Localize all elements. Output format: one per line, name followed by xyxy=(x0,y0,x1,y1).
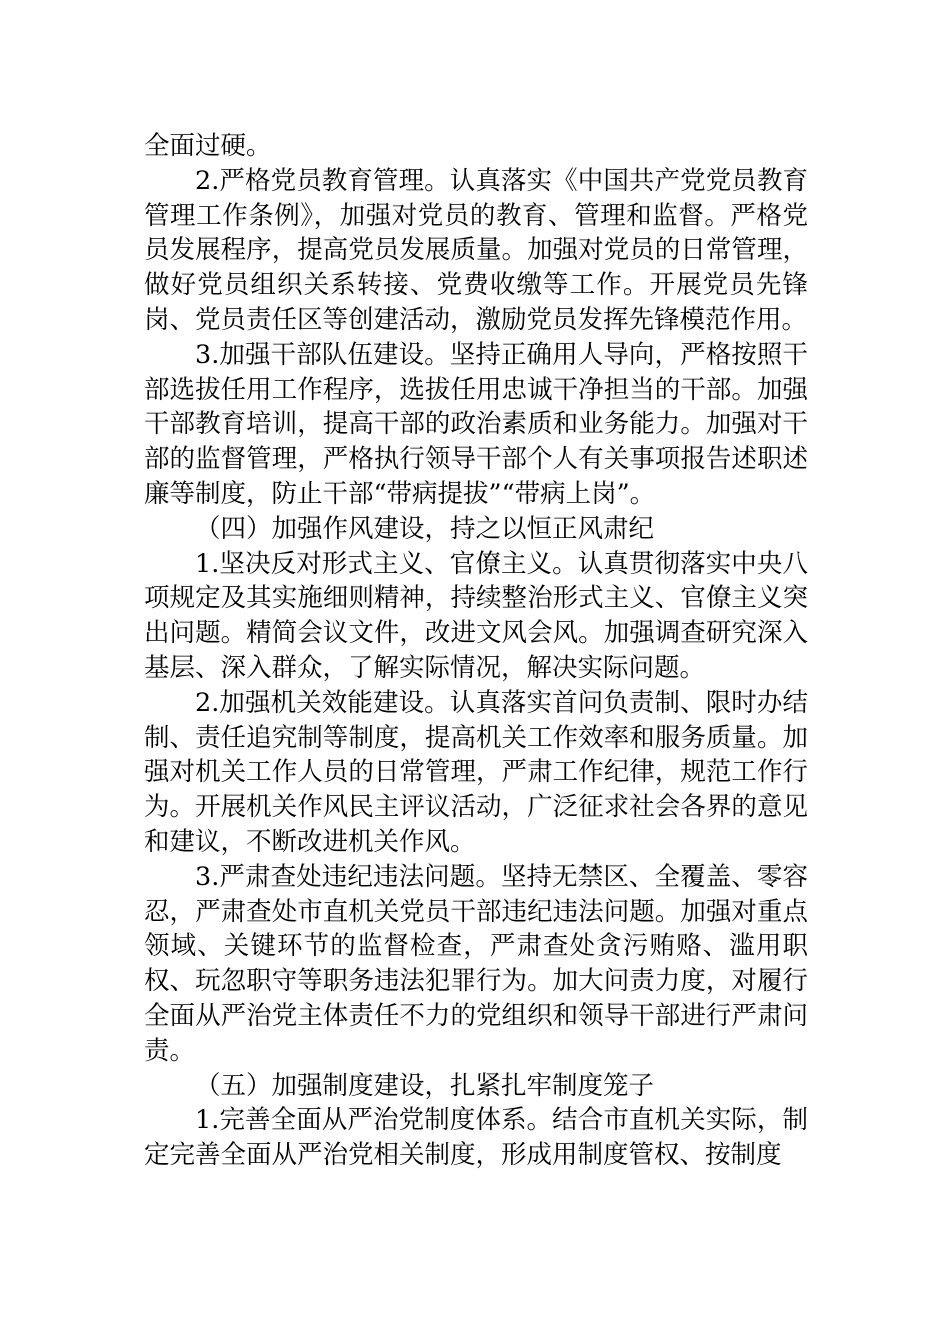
paragraph-cadre-team-building: 3.加强干部队伍建设。坚持正确用人导向，严格按照干部选拔任用工作程序，选拔任用忠诚干净担当的干部。加强干部教育培训，提高干部的政治素质和业务能力。加强对干部的监督管理，严格执行领导干部个人有关事项报告述职述廉等制度，防止干部“带病提拔”“带病上岗”。 xyxy=(144,339,808,509)
paragraph-discipline-violations: 3.严肃查处违纪违法问题。坚持无禁区、全覆盖、零容忍，严肃查处市直机关党员干部违纪违法问题。加强对重点领域、关键环节的监督检查，严肃查处贪污贿赂、滥用职权、玩忽职守等职务违法犯罪行为。加大问责力度，对履行全面从严治党主体责任不力的党组织和领导干部进行严肃问责。 xyxy=(144,861,808,1066)
section-heading-work-style: （四）加强作风建设，持之以恒正风肃纪 xyxy=(195,513,655,544)
paragraph-efficiency-building: 2.加强机关效能建设。认真落实首问负责制、限时办结制、责任追究制等制度，提高机关工作效率和服务质量。加强对机关工作人员的日常管理，严肃工作纪律，规范工作行为。开展机关作风民主评议活动，广泛征求社会各界的意见和建议，不断改进机关作风。 xyxy=(144,687,808,857)
document-body xyxy=(144,129,808,1173)
paragraph-party-member-management: 2.严格党员教育管理。认真落实《中国共产党党员教育管理工作条例》，加强对党员的教育、管理和监督。严格党员发展程序，提高党员发展质量。加强对党员的日常管理，做好党员组织关系转接、党费收缴等工作。开展党员先锋岗、党员责任区等创建活动，激励党员发挥先锋模范作用。 xyxy=(144,165,808,335)
paragraph-anti-formalism: 1.坚决反对形式主义、官僚主义。认真贯彻落实中央八项规定及其实施细则精神，持续整治形式主义、官僚主义突出问题。精简会议文件，改进文风会风。加强调查研究深入基层、深入群众，了解实际情况，解决实际问题。 xyxy=(144,548,808,683)
paragraph-continuation: 全面过硬。 xyxy=(144,131,272,161)
paragraph-system-improvement: 1.完善全面从严治党制度体系。结合市直机关实际，制定完善全面从严治党相关制度，形成用制度管权、按制度 xyxy=(144,1105,808,1171)
section-heading-institution-building: （五）加强制度建设，扎紧扎牢制度笼子 xyxy=(195,1070,655,1101)
